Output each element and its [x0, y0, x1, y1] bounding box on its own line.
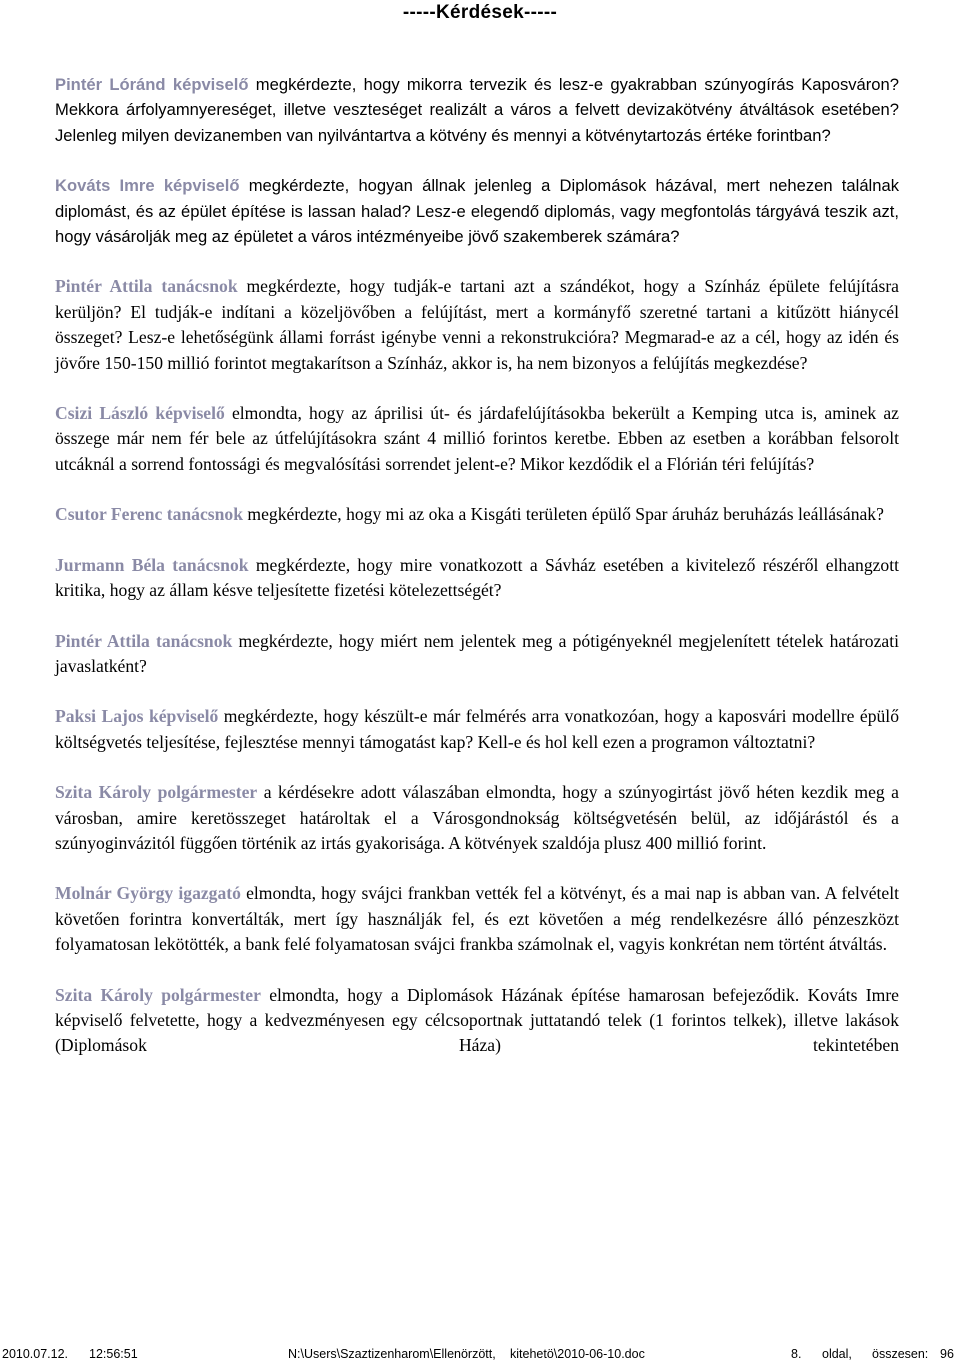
speaker-name: Paksi Lajos képviselő [55, 706, 219, 727]
footer-total-label: összesen: [872, 1347, 929, 1361]
question-paragraph [55, 401, 899, 477]
speaker-name: Jurmann Béla tanácsnok [55, 554, 249, 575]
paragraph-text: megkérdezte, hogy tudják-e tartani azt a szándékot, hogy a Színház épülete felújításra kerüljön? El tudják-e indítani a közeljövőben a felújítást, mert a kormányfő szeretné tartani a kitűzött hiánycél összeget? Lesz-e lehetőségünk állami forrást igénybe venni a rekonstrukcióra? Megmarad-e az a cél, hogy az idén és jövőre 150-150 millió forintot megtakarítson a Színház, akkor is, ha nem bizonyos a felújítás megkezdése? [55, 276, 899, 373]
paragraph-text: megkérdezte, hogyan állnak jelenleg a Diplomások házával, mert nehezen találnak diplomást, és az épület építése is lassan halad? Lesz-e elegendő diplomás, vagy megfontolás tárgyává teszik azt, hogy vásárolják meg az épületet a város intézményeibe jövő szakemberek számára? [55, 176, 899, 247]
speaker-name: Csutor Ferenc tanácsnok [55, 504, 243, 525]
speaker-name: Molnár György igazgató [55, 883, 241, 904]
paragraph-text: elmondta, hogy svájci frankban vették fel a kötvényt, és a mai nap is abban van. A felvételt követően forintra konvertálták, mert így használják fel, és ezt követően a még rendelkezésre álló pénzeszközt folyamatosan lekötötték, a bank felé folyamatosan svájci frankba számolnak el, vagyis konkrétan nem történt átváltás. [55, 883, 899, 955]
speaker-name: Pintér Lóránd képviselő [55, 75, 249, 94]
footer-time: 12:56:51 [89, 1347, 138, 1361]
answer-paragraph [55, 780, 899, 856]
question-paragraph [55, 274, 899, 376]
question-paragraph [55, 502, 899, 527]
paragraph-text: megkérdezte, hogy mi az oka a Kisgáti területen épülő Spar áruház beruházás leállásának? [243, 504, 884, 525]
speaker-name: Kováts Imre képviselő [55, 176, 240, 196]
speaker-name: Csizi László képviselő [55, 403, 225, 424]
footer-page-number: 8. [791, 1347, 802, 1361]
question-paragraph [55, 553, 899, 604]
footer-filename: kitehetö\2010-06-10.doc [510, 1347, 645, 1361]
question-paragraph [55, 173, 899, 249]
speaker-name: Szita Károly polgármester [55, 984, 261, 1005]
paragraph-text: megkérdezte, hogy készült-e már felmérés arra vonatkozóan, hogy a kaposvári modellre épülő költségvetés teljesítése, fejlesztése mennyi támogatást kap? Kell-e és hol kell ezen a programon változtatni? [55, 706, 899, 752]
paragraph-text: elmondta, hogy az áprilisi út- és járdafelújításokba bekerült a Kemping utca is, aminek az összege már nem fér bele az útfelújításokra szánt 4 millió forintos keretbe. Ebben az esetben a korábban felsorolt utcáknál a sorrend fontossági és megvalósítási sorrendet jelent-e? Mikor kezdődik el a Flórián téri felújítás? [55, 403, 899, 474]
paragraph-text: elmondta, hogy a Diplomások Házának építése hamarosan befejeződik. Kováts Imre képviselő felvetette, hogy a kedvezményesen egy célcsoportnak juttatandó telek (1 forintos telkek), illetve lakások (Diplomások Háza) tekintetében [55, 984, 899, 1056]
footer-date: 2010.07.12. [2, 1347, 69, 1361]
speaker-name: Szita Károly polgármester [55, 782, 258, 803]
document-body [55, 72, 899, 1059]
paragraph-text: a kérdésekre adott válaszában elmondta, hogy a szúnyogirtást jövő héten kezdik meg a városban, amire keretösszeget határoltak el a Városgondnokság költségvetésén belül, az időjárástól és a szúnyoginvázitól függően történik az irtás gyakorisága. A kötvények szaldója plusz 400 millió forint. [55, 782, 899, 853]
page-footer [0, 1346, 960, 1362]
speaker-name: Pintér Attila tanácsnok [55, 276, 238, 297]
question-paragraph [55, 72, 899, 148]
footer-total-pages: 96 [940, 1347, 954, 1361]
answer-paragraph [55, 983, 899, 1059]
paragraph-text: megkérdezte, hogy mikorra tervezik és lesz-e gyakrabban szúnyogírás Kaposváron? Mekkora árfolyamnyereséget, illetve veszteséget realizált a város a felvett devizakötvény átváltások esetében? Jelenleg milyen devizanemben van nyilvántartva a kötvény és mennyi a kötvénytartozás értéke forintban? [55, 75, 899, 145]
footer-path: N:\Users\Szaztizenharom\Ellenörzött, [288, 1347, 496, 1361]
page-heading: -----Kérdések----- [402, 2, 558, 23]
question-paragraph [55, 629, 899, 680]
paragraph-text: megkérdezte, hogy miért nem jelentek meg a pótigényeknél megjelenített tételek határozati javaslatként? [55, 630, 899, 676]
answer-paragraph [55, 881, 899, 957]
question-paragraph [55, 704, 899, 755]
paragraph-text: megkérdezte, hogy mire vonatkozott a Sávház esetében a kivitelező részéről elhangzott kritika, hogy az állam késve teljesítette fizetési kötelezettségét? [55, 554, 900, 601]
speaker-name: Pintér Attila tanácsnok [55, 630, 233, 651]
footer-page-label: oldal, [822, 1347, 852, 1361]
